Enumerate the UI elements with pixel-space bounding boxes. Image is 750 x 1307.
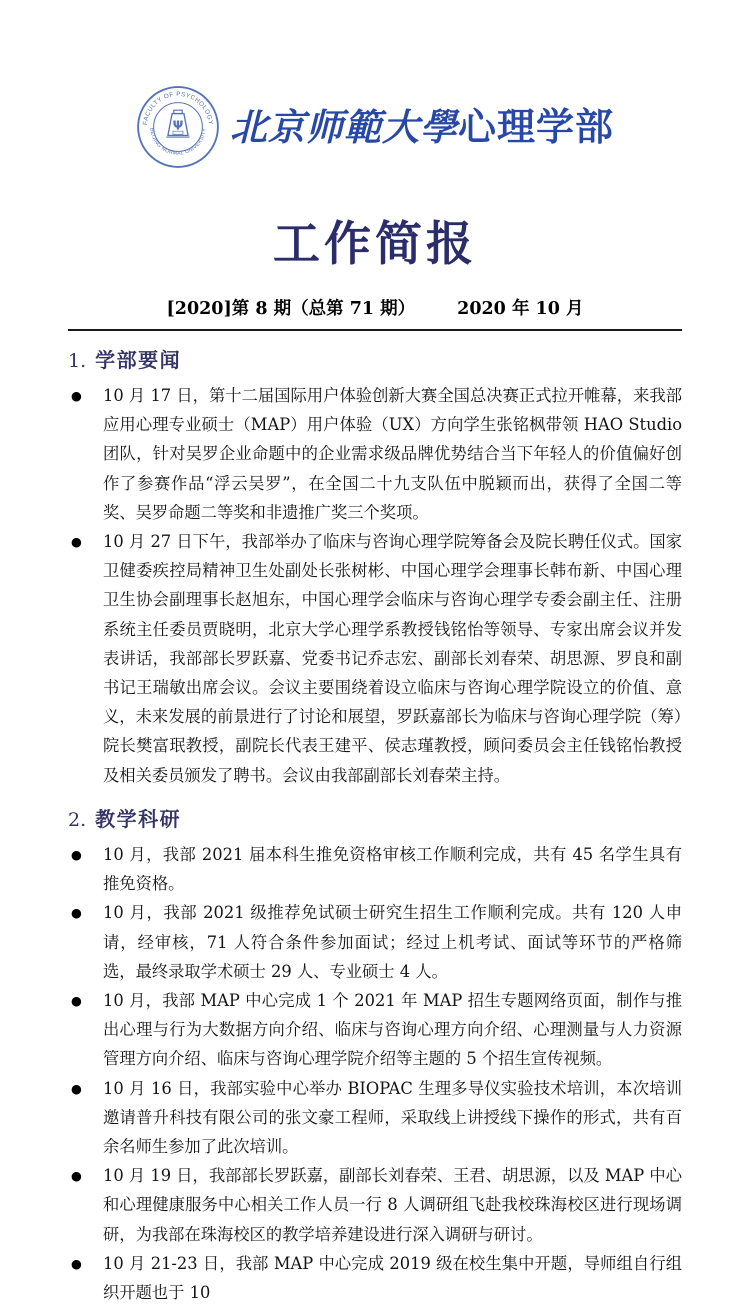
bullet-icon: ●: [71, 1080, 82, 1096]
bullet-icon: ●: [71, 992, 82, 1008]
section-title: 学部要闻: [95, 348, 182, 373]
list-item: [68, 1074, 682, 1162]
list-item: [68, 898, 682, 986]
letterhead-wordmark: [229, 105, 614, 149]
seal-bottom-text: BEIJING NORMAL UNIVERSITY: [148, 127, 208, 157]
bullet-text: 10 月 27 日下午，我部举办了临床与咨询心理学院筹备会及院长聘任仪式。国家卫健委疾控局精神卫生处副处长张树彬、中国心理学会理事长韩布新、中国心理卫生协会副理事长赵旭东，中国心理学会临床与咨询心理学专委会副主任、注册系统主任委员贾晓明，北京大学心理学系教授钱铭怡等领导、专家出席会议并发表讲话，我部部长罗跃嘉、党委书记乔志宏、副部长刘春荣、胡思源、罗良和副书记王瑞敏出席会议。会议主要围绕着设立临床与咨询心理学院设立的价值、意义，未来发展的前景进行了讨论和展望，罗跃嘉部长为临床与咨询心理学院（筹）院长樊富珉教授，副院长代表王建平、侯志瑾教授，顾问委员会主任钱铭怡教授及相关委员颁发了聘书。会议由我部副部长刘春荣主持。: [103, 532, 682, 785]
faculty-name: 心理学部: [457, 105, 614, 149]
bullet-icon: ●: [71, 905, 82, 921]
section-heading: [68, 344, 682, 373]
masthead-divider: [68, 329, 682, 331]
bullet-icon: ●: [71, 1255, 82, 1271]
letterhead: [68, 84, 682, 170]
issue-date: 2020 年 10 月: [457, 299, 584, 320]
list-item: [68, 381, 682, 527]
bullet-text: 10 月 16 日，我部实验中心举办 BIOPAC 生理多导仪实验技术培训，本次培训邀请普升科技有限公司的张文豪工程师，采取线上讲授线下操作的形式，共有百余名师生参加了此次培训。: [103, 1078, 682, 1156]
list-item: [68, 527, 682, 790]
bullet-text: 10 月，我部 2021 级推荐免试硕士研究生招生工作顺利完成。共有 120 人申请，经审核，71 人符合条件参加面试；经过上机考试、面试等环节的严格筛选，最终录取学术硕士 29 人、专业硕士 4 人。: [103, 903, 682, 981]
section-number: 1.: [68, 350, 87, 373]
document-title: 工作简报: [273, 217, 477, 272]
issue-number: [2020]第 8 期（总第 71 期）: [166, 299, 416, 320]
issue-line: [68, 295, 682, 320]
university-name: 北京师範大學: [229, 105, 458, 149]
bullet-icon: ●: [71, 1168, 82, 1184]
psi-symbol-icon: Ψ: [172, 117, 184, 133]
section-title: 教学科研: [95, 806, 182, 831]
list-item: [68, 1249, 682, 1307]
bullet-text: 10 月，我部 MAP 中心完成 1 个 2021 年 MAP 招生专题网络页面，制作与推出心理与行为大数据方向介绍、临床与咨询心理方向介绍、心理测量与人力资源管理方向介绍、临床与咨询心理学院介绍等主题的 5 个招生宣传视频。: [103, 990, 682, 1069]
list-item: [68, 1161, 682, 1249]
section-teaching-research: [68, 803, 682, 1307]
list-item: [68, 986, 682, 1074]
bullet-text: 10 月 19 日，我部部长罗跃嘉，副部长刘春荣、王君、胡思源，以及 MAP 中心和心理健康服务中心相关工作人员一行 8 人调研组飞赴我校珠海校区进行现场调研，为我部在珠海校区的教学培养建设进行深入调研与研讨。: [103, 1166, 682, 1244]
bullet-icon: ●: [71, 388, 82, 404]
bullet-icon: ●: [71, 534, 82, 550]
seal-top-text: FACULTY OF PSYCHOLOGY: [141, 90, 215, 126]
bullet-icon: ●: [71, 846, 82, 862]
section-faculty-news: [68, 344, 682, 790]
faculty-seal-icon: [136, 85, 220, 169]
section-heading: [68, 803, 682, 832]
section-number: 2.: [68, 808, 87, 831]
bullet-text: 10 月 17 日，第十二届国际用户体验创新大赛全国总决赛正式拉开帷幕，来我部应用心理专业硕士（MAP）用户体验（UX）方向学生张铭枫带领 HAO Studio 团队，针对吴罗企业命题中的企业需求级品牌优势结合当下年轻人的价值偏好创作了参赛作品“浮云吴罗”，在全国二十九支队伍中脱颖而出，获得了全国二等奖、吴罗命题二等奖和非遗推广奖三个奖项。: [103, 386, 682, 522]
list-item: [68, 840, 682, 898]
bullet-text: 10 月，我部 2021 届本科生推免资格审核工作顺利完成，共有 45 名学生具有推免资格。: [103, 844, 682, 894]
bullet-text: 10 月 21-23 日，我部 MAP 中心完成 2019 级在校生集中开题，导师组自行组织开题也于 10: [103, 1253, 682, 1302]
